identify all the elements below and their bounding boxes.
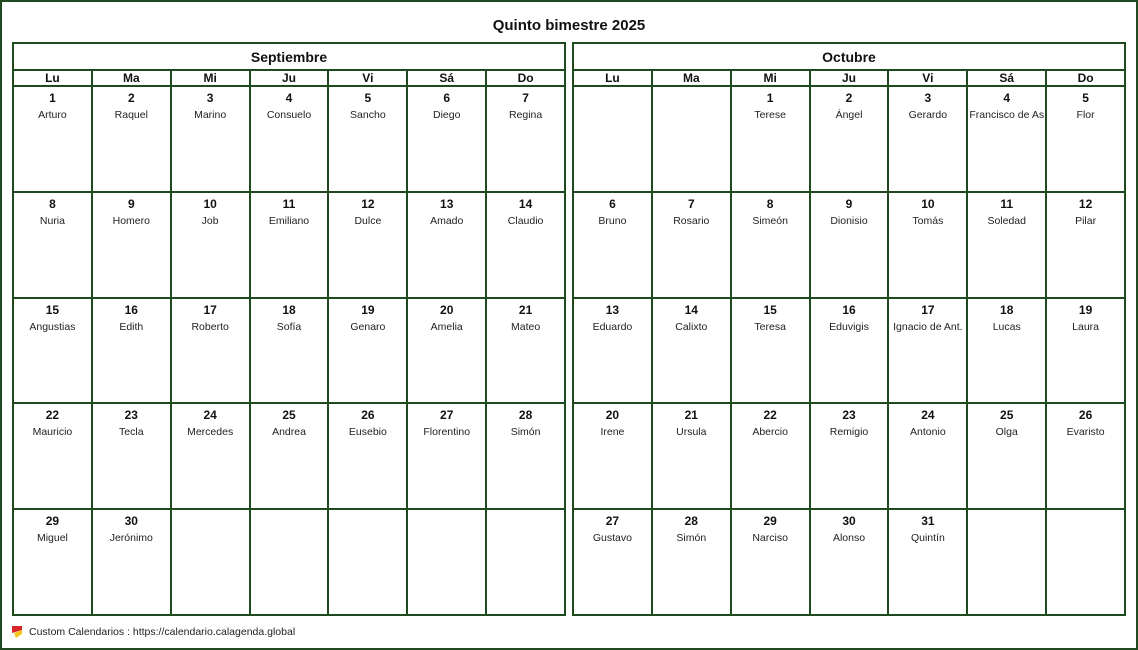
- saint-name: Simón: [676, 532, 707, 545]
- day-cell: [251, 404, 330, 508]
- day-number: 23: [124, 408, 138, 423]
- week-row: [574, 193, 1124, 299]
- day-cell: [408, 87, 487, 191]
- day-number: 9: [845, 196, 853, 211]
- day-cell: [172, 404, 251, 508]
- saint-name: Tecla: [119, 426, 144, 439]
- empty-day-cell: [251, 510, 330, 614]
- day-cell: [1047, 299, 1124, 403]
- day-cell: [1047, 193, 1124, 297]
- day-cell: [14, 404, 93, 508]
- saint-name: Genaro: [350, 320, 386, 333]
- day-number: 14: [684, 302, 698, 317]
- day-cell: [408, 404, 487, 508]
- day-number: 28: [684, 514, 698, 529]
- day-cell: [811, 299, 890, 403]
- weekday-header: Lu: [14, 71, 93, 85]
- footer-credit: Custom Calendarios : https://calendario.calagenda.global: [29, 626, 296, 638]
- weekday-header: Mi: [172, 71, 251, 85]
- saint-name: Laura: [1072, 320, 1100, 333]
- saint-name: Tomás: [912, 214, 944, 227]
- week-row: [14, 87, 564, 193]
- day-cell: [889, 193, 968, 297]
- empty-day-cell: [408, 510, 487, 614]
- day-cell: [14, 510, 93, 614]
- saint-name: Job: [201, 214, 219, 227]
- day-cell: [172, 299, 251, 403]
- empty-day-cell: [487, 510, 564, 614]
- day-cell: [14, 87, 93, 191]
- empty-day-cell: [574, 87, 653, 191]
- day-cell: [93, 87, 172, 191]
- saint-name: Pilar: [1075, 214, 1097, 227]
- saint-name: Dulce: [354, 214, 382, 227]
- week-row: [14, 193, 564, 299]
- weekday-header: Ju: [811, 71, 890, 85]
- day-cell: [93, 404, 172, 508]
- day-cell: [811, 193, 890, 297]
- saint-name: Marino: [194, 109, 227, 121]
- saint-name: Gustavo: [592, 532, 632, 545]
- saint-name: Dionisio: [830, 214, 868, 227]
- day-number: 3: [206, 91, 214, 105]
- day-number: 20: [605, 408, 620, 423]
- day-cell: [732, 404, 811, 508]
- saint-name: Flor: [1076, 109, 1095, 121]
- day-number: 12: [361, 196, 375, 211]
- saint-name: Emiliano: [268, 214, 310, 227]
- month-title: Septiembre: [14, 44, 564, 71]
- saint-name: Sancho: [350, 109, 386, 121]
- day-cell: [574, 299, 653, 403]
- day-cell: [251, 87, 330, 191]
- day-cell: [329, 193, 408, 297]
- day-number: 29: [763, 514, 777, 529]
- day-number: 14: [518, 196, 533, 211]
- saint-name: Ursula: [676, 426, 707, 439]
- day-number: 29: [45, 514, 60, 529]
- saint-name: Francisco de As: [969, 109, 1045, 121]
- saint-name: Edith: [119, 320, 144, 333]
- day-cell: [889, 510, 968, 614]
- saint-name: Narciso: [752, 532, 788, 545]
- day-number: 30: [124, 514, 138, 529]
- day-number: 24: [203, 408, 217, 423]
- saint-name: Eduvigis: [829, 320, 869, 333]
- saint-name: Regina: [508, 109, 543, 121]
- day-number: 27: [440, 408, 454, 423]
- day-number: 22: [45, 408, 60, 423]
- day-cell: [653, 299, 732, 403]
- day-number: 1: [766, 91, 774, 105]
- day-cell: [93, 193, 172, 297]
- saint-name: Calixto: [675, 320, 708, 333]
- day-cell: [653, 193, 732, 297]
- weekday-header: Sá: [408, 71, 487, 85]
- day-cell: [574, 404, 653, 508]
- saint-name: Raquel: [114, 109, 148, 121]
- saint-name: Amelia: [430, 320, 463, 333]
- day-number: 5: [364, 91, 372, 105]
- day-number: 4: [1003, 91, 1011, 105]
- empty-day-cell: [329, 510, 408, 614]
- saint-name: Sofía: [276, 320, 302, 333]
- weekday-header: Vi: [889, 71, 968, 85]
- saint-name: Remigio: [829, 426, 869, 439]
- saint-name: Ignacio de Ant.: [893, 320, 963, 333]
- day-number: 15: [763, 302, 777, 317]
- day-number: 7: [522, 91, 529, 105]
- day-cell: [732, 87, 811, 191]
- saint-name: Rosario: [673, 214, 710, 227]
- month-october: [572, 42, 1126, 616]
- day-number: 3: [924, 91, 932, 105]
- day-number: 8: [766, 196, 774, 211]
- day-cell: [487, 87, 564, 191]
- saint-name: Ángel: [835, 109, 863, 121]
- day-cell: [968, 404, 1047, 508]
- day-number: 18: [282, 302, 296, 317]
- saint-name: Consuelo: [266, 109, 312, 121]
- day-cell: [889, 87, 968, 191]
- day-number: 4: [285, 91, 293, 105]
- day-number: 2: [127, 91, 135, 105]
- weekday-header-row: [574, 71, 1124, 87]
- day-number: 10: [203, 196, 217, 211]
- day-cell: [968, 299, 1047, 403]
- weeks-grid: [14, 87, 564, 614]
- saint-name: Eusebio: [348, 426, 387, 439]
- saint-name: Andrea: [272, 426, 306, 439]
- day-number: 19: [1078, 302, 1093, 317]
- saint-name: Mauricio: [32, 426, 73, 439]
- weekday-header: Lu: [574, 71, 653, 85]
- weekday-header: Mi: [732, 71, 811, 85]
- day-number: 26: [1078, 408, 1093, 423]
- day-cell: [251, 299, 330, 403]
- day-cell: [732, 510, 811, 614]
- day-number: 20: [440, 302, 454, 317]
- day-number: 12: [1078, 196, 1093, 211]
- day-number: 21: [518, 302, 533, 317]
- day-number: 25: [1000, 408, 1014, 423]
- page-title: Quinto bimestre 2025: [492, 17, 646, 34]
- weeks-grid: [574, 87, 1124, 614]
- week-row: [574, 87, 1124, 193]
- day-number: 17: [921, 302, 935, 317]
- day-cell: [653, 404, 732, 508]
- saint-name: Bruno: [598, 214, 627, 227]
- week-row: [574, 299, 1124, 405]
- day-cell: [93, 299, 172, 403]
- day-cell: [574, 193, 653, 297]
- saint-name: Simón: [510, 426, 541, 439]
- weekday-header-row: [14, 71, 564, 87]
- saint-name: Teresa: [754, 320, 786, 333]
- day-number: 27: [605, 514, 620, 529]
- month-title: Octubre: [574, 44, 1124, 71]
- saint-name: Simeón: [752, 214, 788, 227]
- saint-name: Mercedes: [187, 426, 234, 439]
- day-cell: [574, 510, 653, 614]
- saint-name: Alonso: [832, 532, 866, 545]
- day-number: 9: [127, 196, 135, 211]
- weekday-header: Ma: [93, 71, 172, 85]
- week-row: [574, 404, 1124, 510]
- empty-day-cell: [653, 87, 732, 191]
- day-number: 15: [45, 302, 60, 317]
- weekday-header: Do: [1077, 71, 1094, 85]
- weekday-header: Ma: [653, 71, 732, 85]
- day-cell: [732, 299, 811, 403]
- day-number: 19: [361, 302, 375, 317]
- saint-name: Abercio: [752, 426, 788, 439]
- day-cell: [889, 404, 968, 508]
- saint-name: Nuria: [39, 214, 65, 227]
- day-cell: [14, 193, 93, 297]
- day-cell: [811, 510, 890, 614]
- weekday-header: Vi: [329, 71, 408, 85]
- day-cell: [14, 299, 93, 403]
- day-cell: [251, 193, 330, 297]
- saint-name: Arturo: [38, 109, 67, 121]
- day-number: 26: [361, 408, 375, 423]
- saint-name: Lucas: [992, 320, 1021, 333]
- saint-name: Jerónimo: [109, 532, 153, 545]
- day-number: 24: [921, 408, 935, 423]
- saint-name: Miguel: [36, 532, 68, 545]
- day-cell: [653, 510, 732, 614]
- day-number: 23: [842, 408, 856, 423]
- saint-name: Diego: [433, 109, 461, 121]
- day-number: 7: [687, 196, 695, 211]
- day-cell: [408, 193, 487, 297]
- day-number: 16: [124, 302, 138, 317]
- day-number: 31: [921, 514, 935, 529]
- weekday-header: Ju: [251, 71, 330, 85]
- day-cell: [93, 510, 172, 614]
- week-row: [574, 510, 1124, 614]
- saint-name: Florentino: [423, 426, 471, 439]
- empty-day-cell: [172, 510, 251, 614]
- day-number: 6: [609, 196, 616, 211]
- saint-name: Soledad: [987, 214, 1026, 227]
- saint-name: Antonio: [910, 426, 946, 439]
- saint-name: Amado: [430, 214, 464, 227]
- day-cell: [408, 299, 487, 403]
- day-number: 30: [842, 514, 856, 529]
- day-cell: [811, 87, 890, 191]
- day-number: 16: [842, 302, 856, 317]
- day-cell: [329, 299, 408, 403]
- day-number: 17: [203, 302, 217, 317]
- saint-name: Claudio: [507, 214, 544, 227]
- day-cell: [732, 193, 811, 297]
- day-cell: [1047, 404, 1124, 508]
- day-cell: [968, 87, 1047, 191]
- saint-name: Eduardo: [592, 320, 633, 333]
- day-number: 22: [763, 408, 777, 423]
- day-cell: [487, 404, 564, 508]
- saint-name: Quintín: [910, 532, 945, 545]
- weekday-header: Do: [517, 71, 534, 85]
- day-number: 13: [440, 196, 454, 211]
- day-cell: [172, 87, 251, 191]
- day-cell: [1047, 87, 1124, 191]
- day-number: 8: [49, 196, 56, 211]
- day-number: 25: [282, 408, 296, 423]
- calagenda-logo-icon: [12, 626, 24, 638]
- month-september: [12, 42, 566, 616]
- day-number: 5: [1082, 91, 1089, 105]
- day-number: 13: [605, 302, 620, 317]
- day-number: 11: [282, 196, 296, 211]
- empty-day-cell: [968, 510, 1047, 614]
- saint-name: Homero: [112, 214, 150, 227]
- day-number: 1: [49, 91, 56, 105]
- day-number: 18: [1000, 302, 1014, 317]
- day-cell: [811, 404, 890, 508]
- week-row: [14, 404, 564, 510]
- week-row: [14, 299, 564, 405]
- saint-name: Irene: [600, 426, 625, 439]
- day-cell: [172, 193, 251, 297]
- day-number: 6: [443, 91, 451, 105]
- saint-name: Angustias: [29, 320, 76, 333]
- footer: [12, 624, 295, 640]
- day-cell: [329, 87, 408, 191]
- day-number: 2: [845, 91, 853, 105]
- day-cell: [487, 193, 564, 297]
- weekday-header: Sá: [968, 71, 1047, 85]
- day-number: 11: [1000, 196, 1014, 211]
- saint-name: Gerardo: [908, 109, 948, 121]
- day-cell: [968, 193, 1047, 297]
- day-number: 10: [921, 196, 935, 211]
- day-cell: [329, 404, 408, 508]
- day-cell: [487, 299, 564, 403]
- saint-name: Roberto: [191, 320, 229, 333]
- week-row: [14, 510, 564, 614]
- day-number: 21: [684, 408, 698, 423]
- saint-name: Olga: [995, 426, 1018, 439]
- saint-name: Evaristo: [1066, 426, 1105, 439]
- saint-name: Mateo: [510, 320, 541, 333]
- day-cell: [889, 299, 968, 403]
- day-number: 28: [518, 408, 533, 423]
- saint-name: Terese: [754, 109, 786, 121]
- empty-day-cell: [1047, 510, 1124, 614]
